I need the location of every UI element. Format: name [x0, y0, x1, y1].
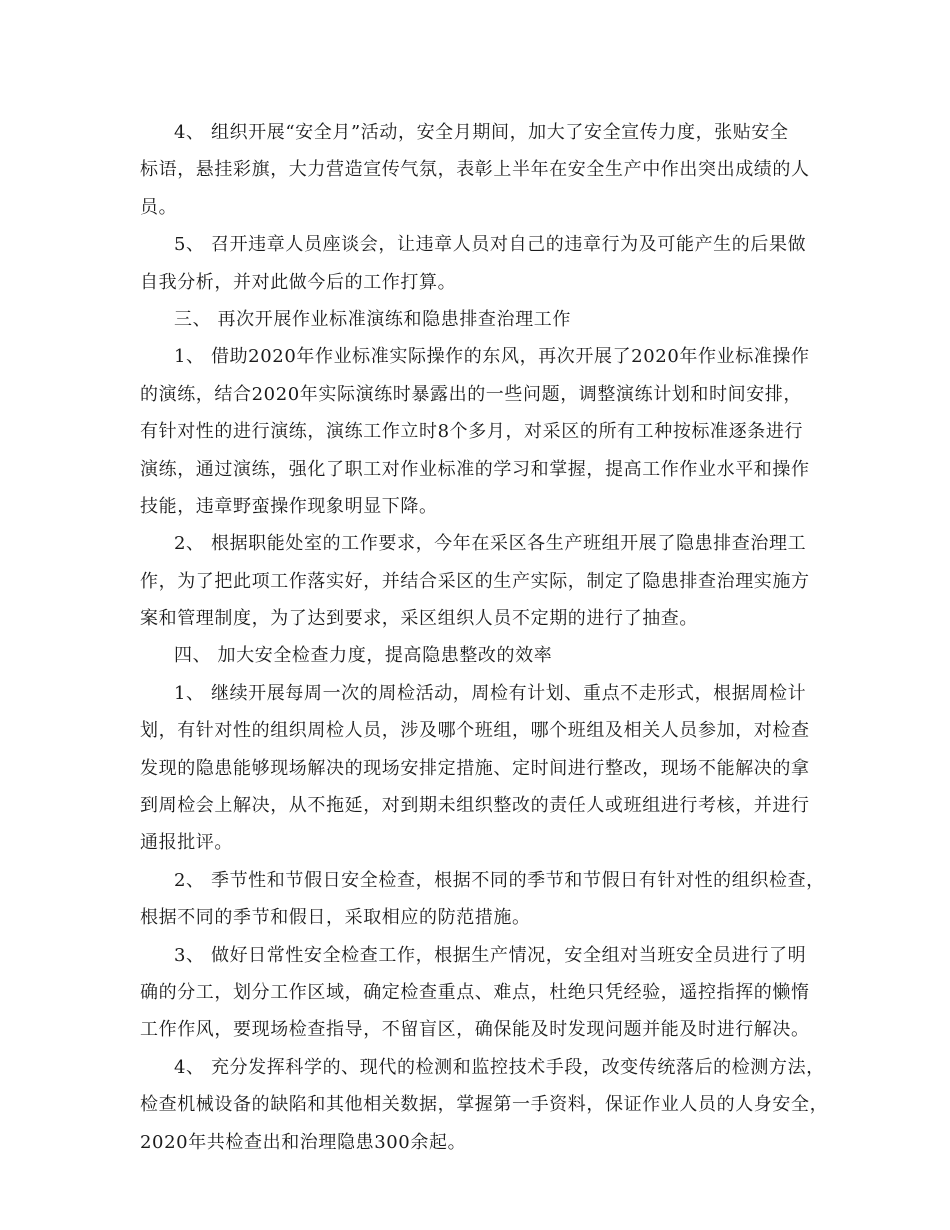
text-line: 的演练，结合2020年实际演练时暴露出的一些问题，调整演练计划和时间安排， [140, 383, 803, 405]
text-line: 员。 [140, 196, 178, 218]
text-line: 演练，通过演练，强化了职工对作业标准的学习和掌握，提高工作作业水平和操作 [140, 458, 810, 480]
text-line: 到周检会上解决，从不拖延，对到期未组织整改的责任人或班组进行考核，并进行 [140, 795, 810, 817]
text-line: 案和管理制度，为了达到要求，采区组织人员不定期的进行了抽查。 [140, 608, 698, 630]
text-line: 发现的隐患能够现场解决的现场安排定措施、定时间进行整改，现场不能解决的拿 [140, 757, 810, 779]
text-line: 5、 召开违章人员座谈会，让违章人员对自己的违章行为及可能产生的后果做 [174, 234, 807, 256]
text-line: 3、 做好日常性安全检查工作，根据生产情况，安全组对当班安全员进行了明 [174, 944, 807, 966]
text-line: 4、 充分发挥科学的、现代的检测和监控技术手段，改变传统落后的检测方法， [174, 1056, 825, 1078]
text-line: 自我分析，并对此做今后的工作打算。 [140, 271, 457, 293]
text-line: 1、 借助2020年作业标准实际操作的东风，再次开展了2020年作业标准操作 [174, 346, 810, 368]
document-body [140, 114, 829, 1161]
text-line: 作，为了把此项工作落实好，并结合采区的生产实际，制定了隐患排查治理实施方 [140, 570, 810, 592]
text-line: 4、 组织开展“安全月”活动，安全月期间，加大了安全宣传力度，张贴安全 [174, 122, 789, 143]
text-line: 通报批评。 [140, 832, 233, 854]
text-line: 根据不同的季节和假日，采取相应的防范措施。 [140, 907, 531, 929]
text-line: 1、 继续开展每周一次的周检活动，周检有计划、重点不走形式，根据周检计 [174, 682, 807, 704]
text-line: 2、 根据职能处室的工作要求，今年在采区各生产班组开展了隐患排查治理工 [174, 533, 807, 555]
section-heading: 三、 再次开展作业标准演练和隐患排查治理工作 [174, 308, 571, 330]
text-line: 2020年共检查出和治理隐患300余起。 [140, 1131, 467, 1153]
text-line: 标语，悬挂彩旗，大力营造宣传气氛，表彰上半年在安全生产中作出突出成绩的人 [140, 159, 810, 181]
text-line: 有针对性的进行演练，演练工作立时8个多月，对采区的所有工种按标准逐条进行 [140, 421, 804, 443]
text-line: 确的分工，划分工作区域，确定检查重点、难点，杜绝只凭经验，遥控指挥的懒惰 [140, 981, 810, 1003]
text-line: 技能，违章野蛮操作现象明显下降。 [140, 495, 438, 517]
text-line: 检查机械设备的缺陷和其他相关数据，掌握第一手资料，保证作业人员的人身安全， [140, 1094, 829, 1116]
text-line: 工作作风，要现场检查指导，不留盲区，确保能及时发现问题并能及时进行解决。 [140, 1019, 810, 1041]
text-line: 2、 季节性和节假日安全检查，根据不同的季节和节假日有针对性的组织检查， [174, 869, 825, 891]
section-heading: 四、 加大安全检查力度，提高隐患整改的效率 [174, 645, 553, 667]
text-line: 划，有针对性的组织周检人员，涉及哪个班组，哪个班组及相关人员参加，对检查 [140, 720, 810, 742]
